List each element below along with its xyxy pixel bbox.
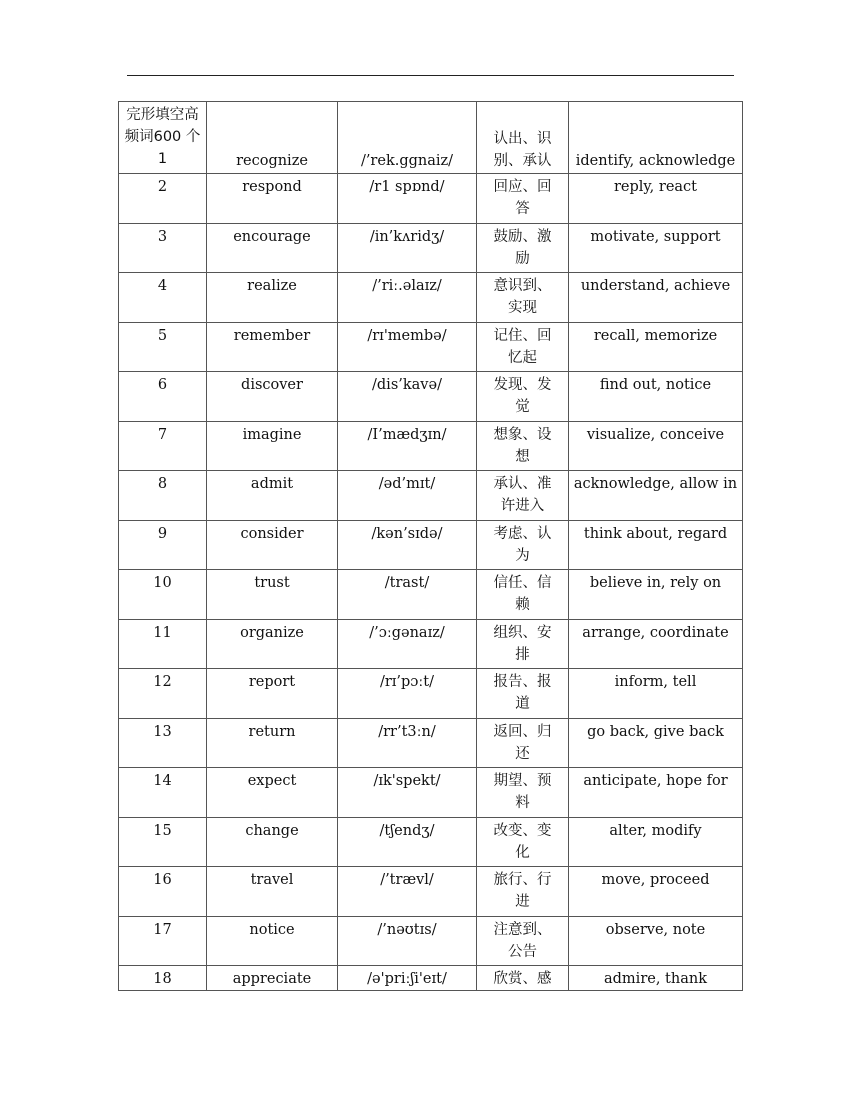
number-cell: 7: [119, 421, 207, 471]
word-cell: encourage: [207, 223, 338, 273]
phonetic-cell: /dis’kavə/: [338, 372, 477, 422]
chinese-meaning-cell: 回应、回答: [477, 174, 569, 224]
table-row: [119, 102, 743, 174]
header-cell: 完形填空高频词600 个 1: [119, 102, 207, 174]
header-rule: [127, 75, 734, 76]
table-row: [119, 966, 743, 991]
table-row: [119, 768, 743, 818]
phonetic-cell: /in’kʌridʒ/: [338, 223, 477, 273]
english-synonym-cell: find out, notice: [569, 372, 743, 422]
english-synonym-cell: motivate, support: [569, 223, 743, 273]
word-cell: organize: [207, 619, 338, 669]
word-cell: change: [207, 817, 338, 867]
chinese-meaning-cell: 发现、发觉: [477, 372, 569, 422]
word-cell: admit: [207, 471, 338, 521]
english-synonym-cell: arrange, coordinate: [569, 619, 743, 669]
number-cell: 11: [119, 619, 207, 669]
chinese-meaning-cell: 欣赏、感: [477, 966, 569, 991]
word-cell: remember: [207, 322, 338, 372]
word-cell: consider: [207, 520, 338, 570]
chinese-meaning-cell: 报告、报道: [477, 669, 569, 719]
english-synonym-cell: inform, tell: [569, 669, 743, 719]
chinese-meaning-cell: 考虑、认为: [477, 520, 569, 570]
phonetic-cell: /tʃendʒ/: [338, 817, 477, 867]
table-row: [119, 570, 743, 620]
word-cell: appreciate: [207, 966, 338, 991]
number-cell: 8: [119, 471, 207, 521]
phonetic-cell: /rɪ'membə/: [338, 322, 477, 372]
number-cell: 6: [119, 372, 207, 422]
chinese-meaning-cell: 意识到、实现: [477, 273, 569, 323]
number-cell: 16: [119, 867, 207, 917]
word-cell: travel: [207, 867, 338, 917]
number-cell: 3: [119, 223, 207, 273]
table-row: [119, 273, 743, 323]
word-cell: expect: [207, 768, 338, 818]
chinese-meaning-cell: 鼓励、激励: [477, 223, 569, 273]
english-synonym-cell: observe, note: [569, 916, 743, 966]
chinese-meaning-cell: 旅行、行进: [477, 867, 569, 917]
number-cell: 9: [119, 520, 207, 570]
word-cell: imagine: [207, 421, 338, 471]
table-row: [119, 372, 743, 422]
table-row: [119, 867, 743, 917]
phonetic-cell: /trast/: [338, 570, 477, 620]
phonetic-cell: /kən’sɪdə/: [338, 520, 477, 570]
number-cell: 15: [119, 817, 207, 867]
table-row: [119, 619, 743, 669]
table-row: [119, 223, 743, 273]
chinese-meaning-cell: 改变、变化: [477, 817, 569, 867]
chinese-meaning-cell: 注意到、公告: [477, 916, 569, 966]
english-synonym-cell: think about, regard: [569, 520, 743, 570]
word-cell: respond: [207, 174, 338, 224]
chinese-meaning-cell: 认出、识别、承认: [477, 102, 569, 174]
chinese-meaning-cell: 期望、预料: [477, 768, 569, 818]
number-cell: 13: [119, 718, 207, 768]
word-cell: trust: [207, 570, 338, 620]
chinese-meaning-cell: 返回、归还: [477, 718, 569, 768]
english-synonym-cell: go back, give back: [569, 718, 743, 768]
english-synonym-cell: visualize, conceive: [569, 421, 743, 471]
word-cell: report: [207, 669, 338, 719]
english-synonym-cell: move, proceed: [569, 867, 743, 917]
chinese-meaning-cell: 组织、安排: [477, 619, 569, 669]
number-cell: 2: [119, 174, 207, 224]
phonetic-cell: /r1 spɒnd/: [338, 174, 477, 224]
english-synonym-cell: acknowledge, allow in: [569, 471, 743, 521]
number-cell: 18: [119, 966, 207, 991]
table-row: [119, 817, 743, 867]
english-synonym-cell: recall, memorize: [569, 322, 743, 372]
word-cell: realize: [207, 273, 338, 323]
english-synonym-cell: anticipate, hope for: [569, 768, 743, 818]
chinese-meaning-cell: 信任、信赖: [477, 570, 569, 620]
number-cell: 10: [119, 570, 207, 620]
number-cell: 4: [119, 273, 207, 323]
phonetic-cell: /’trævl/: [338, 867, 477, 917]
chinese-meaning-cell: 想象、设想: [477, 421, 569, 471]
table-row: [119, 174, 743, 224]
phonetic-cell: /’rek.ggnaiz/: [338, 102, 477, 174]
phonetic-cell: /rɪ’pɔːt/: [338, 669, 477, 719]
word-cell: discover: [207, 372, 338, 422]
english-synonym-cell: alter, modify: [569, 817, 743, 867]
vocabulary-table: [118, 101, 743, 991]
word-cell: recognize: [207, 102, 338, 174]
phonetic-cell: /’nəʊtɪs/: [338, 916, 477, 966]
number-cell: 14: [119, 768, 207, 818]
chinese-meaning-cell: 承认、准许进入: [477, 471, 569, 521]
phonetic-cell: /I’mædʒɪn/: [338, 421, 477, 471]
english-synonym-cell: reply, react: [569, 174, 743, 224]
phonetic-cell: /ɪk'spekt/: [338, 768, 477, 818]
number-cell: 17: [119, 916, 207, 966]
word-cell: notice: [207, 916, 338, 966]
table-row: [119, 322, 743, 372]
phonetic-cell: /əd’mɪt/: [338, 471, 477, 521]
phonetic-cell: /’ɔːgənaɪz/: [338, 619, 477, 669]
phonetic-cell: /rr’t3ːn/: [338, 718, 477, 768]
table-row: [119, 669, 743, 719]
chinese-meaning-cell: 记住、回忆起: [477, 322, 569, 372]
phonetic-cell: /’riː.əlaɪz/: [338, 273, 477, 323]
table-row: [119, 916, 743, 966]
table-row: [119, 421, 743, 471]
word-cell: return: [207, 718, 338, 768]
english-synonym-cell: believe in, rely on: [569, 570, 743, 620]
english-synonym-cell: identify, acknowledge: [569, 102, 743, 174]
english-synonym-cell: admire, thank: [569, 966, 743, 991]
table-row: [119, 718, 743, 768]
table-row: [119, 520, 743, 570]
table-row: [119, 471, 743, 521]
english-synonym-cell: understand, achieve: [569, 273, 743, 323]
phonetic-cell: /ə'priːʃi'eɪt/: [338, 966, 477, 991]
number-cell: 12: [119, 669, 207, 719]
number-cell: 5: [119, 322, 207, 372]
